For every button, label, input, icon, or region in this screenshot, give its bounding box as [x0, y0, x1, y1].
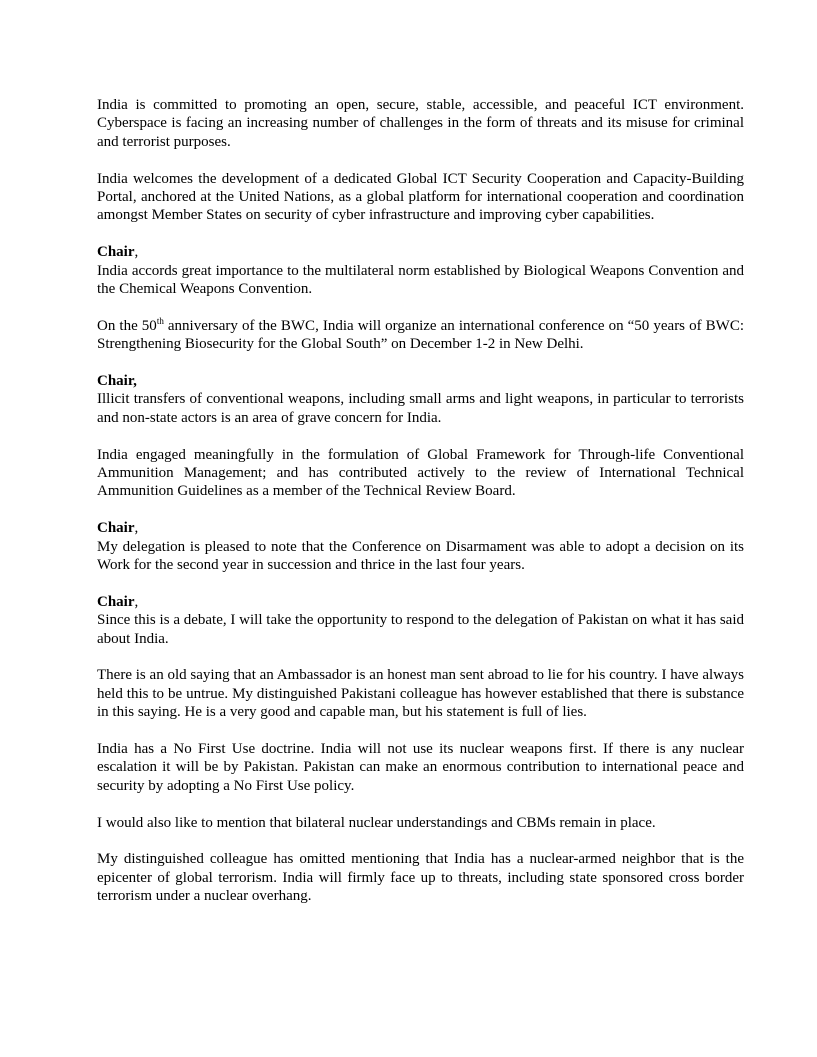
- bwc-text-start: On the 50: [97, 317, 157, 334]
- document-body: [97, 96, 744, 924]
- chair-heading: Chair,: [97, 373, 137, 390]
- paragraph-ambassador-saying: There is an old saying that an Ambassador is an honest man sent abroad to lie for his country. I have always held this to be untrue. My distinguished Pakistani colleague has however established that there is substance in this saying. He is a very good and capable man, but his statement is full of lies.: [97, 667, 744, 721]
- paragraph-ict-environment: India is committed to promoting an open, secure, stable, accessible, and peaceful ICT environment. Cyberspace is facing an increasing number of challenges in the form of threats and its misuse for criminal and terrorist purposes.: [97, 97, 744, 150]
- section-conventional-weapons: [97, 372, 744, 427]
- chair-punct: ,: [134, 593, 139, 610]
- chair-heading: [97, 244, 138, 260]
- paragraph-no-first-use: India has a No First Use doctrine. India will not use its nuclear weapons first. If there is any nuclear escalation it will be by Pakistan. Pakistan can make an enormous contribution to international peace and security by adopting a No First Use policy.: [97, 741, 744, 794]
- chair-label: Chair: [97, 593, 135, 610]
- paragraph-terrorism-epicenter: My distinguished colleague has omitted mentioning that India has a nuclear-armed neighbor that is the epicenter of global terrorism. India will firmly face up to threats, including state sponsored cross border terrorism under a nuclear overhang.: [97, 851, 744, 905]
- section-bwc-cwc: [97, 243, 744, 298]
- paragraph-debate-response: Since this is a debate, I will take the opportunity to respond to the delegation of Pakistan on what it has said about India.: [97, 612, 744, 647]
- chair-label: Chair: [97, 520, 135, 537]
- bwc-text-end: anniversary of the BWC, India will organize an international conference on “50 years of BWC: Strengthening Biosecurity for the Global South” on December 1-2 in New Delhi.: [97, 317, 744, 353]
- paragraph-illicit-transfers: Illicit transfers of conventional weapons, including small arms and light weapons, in particular to terrorists and non-state actors is an area of grave concern for India.: [97, 391, 744, 426]
- paragraph-ict-portal: India welcomes the development of a dedicated Global ICT Security Cooperation and Capacity-Building Portal, anchored at the United Nations, as a global platform for international cooperation and coordination amongst Member States on security of cyber infrastructure and improving cyber capabilities.: [97, 170, 744, 224]
- paragraph-bwc-cwc: India accords great importance to the multilateral norm established by Biological Weapons Convention and the Chemical Weapons Convention.: [97, 262, 744, 298]
- ordinal-suffix: th: [156, 315, 164, 326]
- chair-punct: ,: [134, 520, 139, 537]
- paragraph-bwc-anniversary: [97, 317, 744, 354]
- paragraph-cbms: I would also like to mention that bilateral nuclear understandings and CBMs remain in place.: [97, 814, 656, 831]
- paragraph-cd-decision: My delegation is pleased to note that the Conference on Disarmament was able to adopt a decision on its Work for the second year in succession and thrice in the last four years.: [97, 538, 744, 574]
- chair-heading: [97, 594, 138, 610]
- paragraph-ammunition-management: India engaged meaningfully in the formulation of Global Framework for Through-life Conventional Ammunition Management; and has contributed actively to the review of International Technical Ammunition Guidelines as a member of the Technical Review Board.: [97, 446, 744, 500]
- chair-heading: [97, 520, 138, 536]
- chair-label: Chair: [97, 244, 135, 261]
- section-conference-disarmament: [97, 519, 744, 574]
- section-reply-pakistan: [97, 593, 744, 648]
- chair-punct: ,: [134, 244, 139, 261]
